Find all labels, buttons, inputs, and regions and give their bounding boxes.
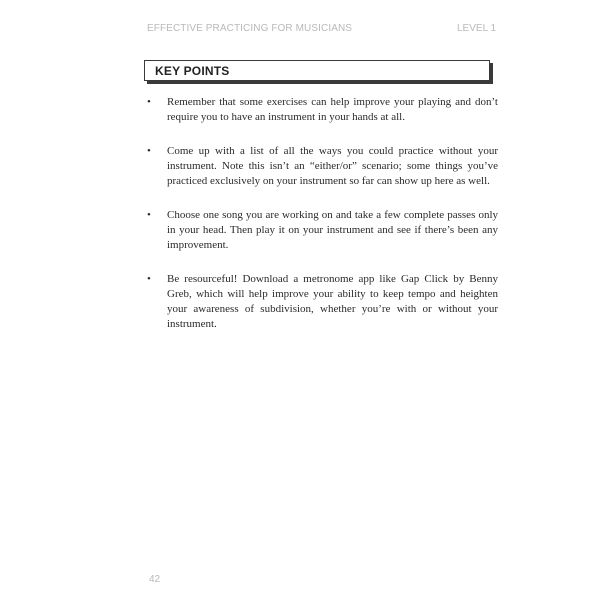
running-head-level: LEVEL 1 [457,23,497,34]
list-item [146,208,498,253]
bullet-icon: • [147,145,151,157]
list-item-text: Be resourceful! Download a metronome app like Gap Click by Benny Greb, which will help improve your ability to keep tempo and heighten your awareness of subdivision, whether you’re with or without your instrument. [167,273,498,330]
key-points-title: KEY POINTS [155,64,230,78]
running-head-title: EFFECTIVE PRACTICING FOR MUSICIANS [147,23,353,34]
list-item [146,144,498,189]
list-item-text: Remember that some exercises can help improve your playing and don’t require you to have an instrument in your hands at all. [167,96,498,123]
list-item [146,272,498,332]
bullet-icon: • [147,209,151,221]
bullet-icon: • [147,273,151,285]
page-number: 42 [149,574,161,585]
list-item-text: Choose one song you are working on and take a few complete passes only in your head. Then play it on your instrument and see if there’s been any improvement. [167,209,498,251]
key-points-list [146,95,498,351]
bullet-icon: • [147,96,151,108]
key-points-box [144,60,490,81]
list-item-text: Come up with a list of all the ways you could practice without your instrument. Note this isn’t an “either/or” scenario; some things you’ve practiced exclusively on your instrument so far can show up here as well. [167,145,498,187]
list-item [146,95,498,125]
